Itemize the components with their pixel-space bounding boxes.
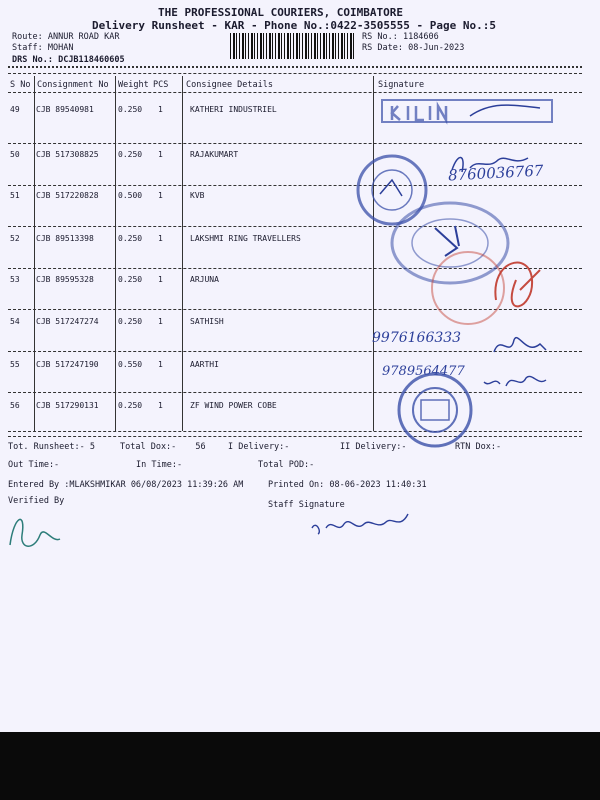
row-sno: 54 bbox=[10, 317, 20, 326]
col-weight: Weight bbox=[118, 80, 149, 90]
row-divider bbox=[8, 392, 582, 393]
row-consignee: ZF WIND POWER COBE bbox=[190, 401, 277, 410]
company-title: THE PROFESSIONAL COURIERS, COIMBATORE bbox=[158, 6, 404, 19]
row-sno: 49 bbox=[10, 105, 20, 114]
row-divider bbox=[8, 351, 582, 352]
staff-line bbox=[12, 43, 73, 53]
total-dox bbox=[120, 442, 206, 452]
total-pod-label: Total POD:- bbox=[258, 460, 315, 470]
printed-on: Printed On: 08-06-2023 11:40:31 bbox=[268, 480, 427, 490]
row-pcs: 1 bbox=[158, 150, 163, 159]
scan-edge-band bbox=[0, 732, 600, 800]
row-sno: 55 bbox=[10, 360, 20, 369]
row-weight: 0.250 bbox=[118, 317, 143, 326]
rs-no-value: 1184606 bbox=[402, 32, 439, 42]
row-consignee: AARTHI bbox=[190, 360, 219, 369]
row-pcs: 1 bbox=[158, 105, 163, 114]
row-sno: 53 bbox=[10, 275, 20, 284]
rtn-dox-label: RTN Dox:- bbox=[455, 442, 502, 452]
total-dox-value: 56 bbox=[195, 442, 206, 452]
row-pcs: 1 bbox=[158, 360, 163, 369]
row-weight: 0.550 bbox=[118, 360, 143, 369]
total-runsheet-label: Tot. Runsheet:- bbox=[8, 442, 85, 452]
ii-delivery-label: II Delivery:- bbox=[340, 442, 407, 452]
rs-date-line bbox=[362, 43, 464, 53]
staff-label: Staff: bbox=[12, 43, 43, 53]
row-weight: 0.250 bbox=[118, 275, 143, 284]
route-value: ANNUR ROAD KAR bbox=[47, 32, 120, 42]
drs-label: DRS No.: bbox=[12, 55, 53, 65]
total-runsheet-value: 5 bbox=[89, 442, 96, 452]
in-time-label: In Time:- bbox=[136, 460, 183, 470]
rs-no-label: RS No.: bbox=[362, 32, 398, 42]
staff-value: MOHAN bbox=[47, 43, 74, 53]
row-pcs: 1 bbox=[158, 317, 163, 326]
row-consignee: SATHISH bbox=[190, 317, 224, 326]
row-divider bbox=[8, 226, 582, 227]
row-consignment: CJB 89513398 bbox=[36, 234, 94, 243]
row-consignment: CJB 517247274 bbox=[36, 317, 99, 326]
row-pcs: 1 bbox=[158, 191, 163, 200]
table-row bbox=[8, 360, 582, 402]
row-consignee: LAKSHMI RING TRAVELLERS bbox=[190, 234, 301, 243]
row-consignment: CJB 517308825 bbox=[36, 150, 99, 159]
row-consignment: CJB 89540981 bbox=[36, 105, 94, 114]
row-sno: 56 bbox=[10, 401, 20, 410]
table-row bbox=[8, 275, 582, 317]
row-sno: 52 bbox=[10, 234, 20, 243]
row-consignment: CJB 517290131 bbox=[36, 401, 99, 410]
col-pcs: PCS bbox=[153, 80, 169, 90]
runsheet-subtitle: Delivery Runsheet - KAR - Phone No.:0422-3505555 - Page No.:5 bbox=[92, 19, 496, 32]
handwritten-note: 8760036767 bbox=[447, 161, 544, 185]
col-consignee: Consignee Details bbox=[186, 80, 273, 90]
row-pcs: 1 bbox=[158, 401, 163, 410]
row-consignee: ARJUNA bbox=[190, 275, 219, 284]
row-consignment: CJB 517247190 bbox=[36, 360, 99, 369]
row-divider bbox=[8, 143, 582, 144]
row-consignee: KVB bbox=[190, 191, 205, 200]
row-divider bbox=[8, 268, 582, 269]
row-weight: 0.250 bbox=[118, 401, 143, 410]
row-weight: 0.250 bbox=[118, 234, 143, 243]
row-weight: 0.250 bbox=[118, 105, 143, 114]
drs-value: DCJB118460605 bbox=[58, 55, 125, 65]
row-sno: 50 bbox=[10, 150, 20, 159]
handwritten-note: 9976166333 bbox=[372, 330, 462, 346]
row-sno: 51 bbox=[10, 191, 20, 200]
out-time-label: Out Time:- bbox=[8, 460, 60, 470]
entered-by: Entered By :MLAKSHMIKAR 06/08/2023 11:39:26 AM bbox=[8, 480, 244, 490]
row-weight: 0.500 bbox=[118, 191, 143, 200]
row-consignment: CJB 89595328 bbox=[36, 275, 94, 284]
row-consignee: RAJAKUMART bbox=[190, 150, 239, 159]
header-divider bbox=[8, 66, 582, 68]
table-row bbox=[8, 105, 582, 147]
verified-by-label: Verified By bbox=[8, 496, 65, 506]
rs-date-value: 08-Jun-2023 bbox=[408, 43, 465, 53]
table-row bbox=[8, 317, 582, 359]
staff-signature-label: Staff Signature bbox=[268, 500, 345, 510]
route-line bbox=[12, 32, 120, 42]
row-consignment: CJB 517220828 bbox=[36, 191, 99, 200]
row-pcs: 1 bbox=[158, 234, 163, 243]
column-header-divider bbox=[8, 92, 582, 93]
drs-line bbox=[12, 55, 125, 65]
rs-date-label: RS Date: bbox=[362, 43, 403, 53]
row-pcs: 1 bbox=[158, 275, 163, 284]
header-divider-2 bbox=[8, 73, 582, 74]
handwritten-note: 9789564477 bbox=[382, 364, 465, 379]
verifier-signature bbox=[4, 505, 64, 555]
table-row bbox=[8, 234, 582, 276]
row-consignee: KATHERI INDUSTRIEL bbox=[190, 105, 277, 114]
row-divider bbox=[8, 309, 582, 310]
row-weight: 0.250 bbox=[118, 150, 143, 159]
total-runsheet bbox=[8, 442, 95, 452]
total-dox-label: Total Dox:- bbox=[120, 442, 177, 452]
col-sno: S No bbox=[10, 80, 31, 90]
barcode-image bbox=[230, 33, 355, 59]
rs-no-line bbox=[362, 32, 439, 42]
i-delivery-label: I Delivery:- bbox=[228, 442, 290, 452]
col-signature: Signature bbox=[378, 80, 425, 90]
route-label: Route: bbox=[12, 32, 43, 42]
col-consignment: Consignment No bbox=[37, 80, 109, 90]
row-divider bbox=[8, 185, 582, 186]
table-bottom-divider bbox=[8, 431, 582, 432]
table-bottom-divider-2 bbox=[8, 436, 582, 437]
staff-signature bbox=[308, 508, 418, 538]
